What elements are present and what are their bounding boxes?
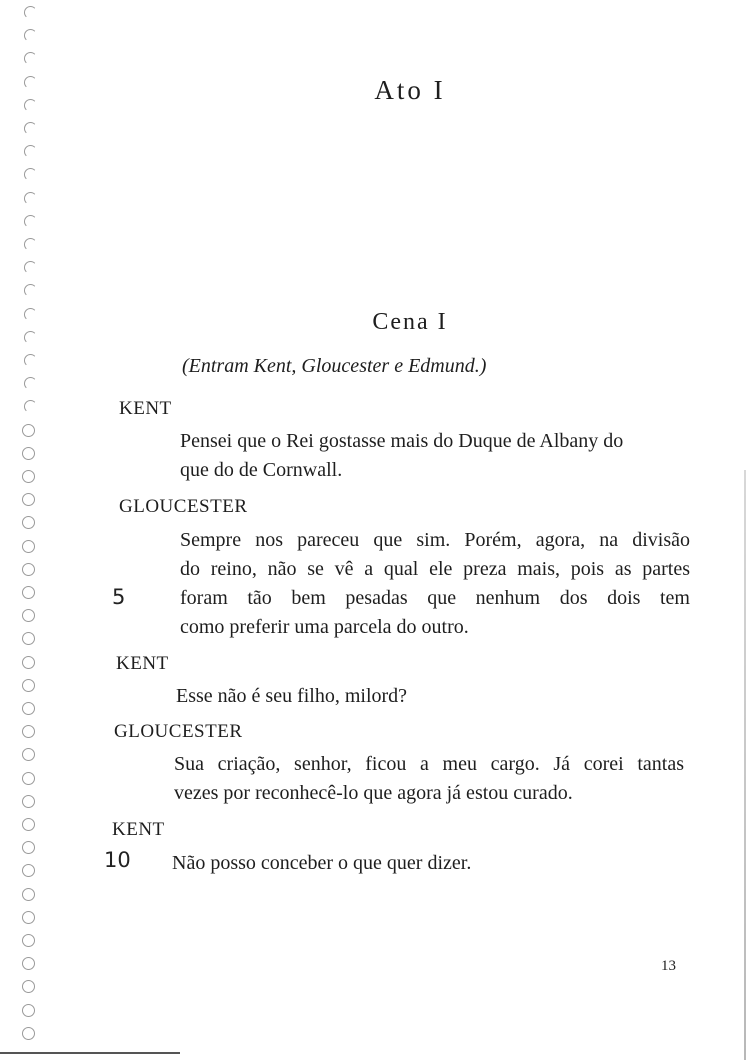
binding-hole <box>22 888 35 901</box>
binding-hole <box>22 818 35 831</box>
speaker-name: KENT <box>119 398 172 419</box>
binding-hole <box>24 168 37 181</box>
speech-line: Sempre nos pareceu que sim. Porém, agora, na divisão <box>180 529 690 551</box>
binding-hole <box>22 563 35 576</box>
speech-block <box>172 849 682 878</box>
binding-hole <box>22 470 35 483</box>
binding-hole <box>22 609 35 622</box>
binding-hole <box>22 702 35 715</box>
binding-hole <box>22 772 35 785</box>
speaker-name: GLOUCESTER <box>119 496 248 517</box>
binding-hole <box>22 795 35 808</box>
binding-hole <box>22 1027 35 1040</box>
speech-line: do reino, não se vê a qual ele preza mais, pois as partes <box>180 558 690 580</box>
page-edge-shadow <box>744 470 746 1060</box>
binding-hole <box>24 354 37 367</box>
binding-hole <box>22 493 35 506</box>
binding-hole <box>22 1004 35 1017</box>
speech-block <box>174 750 684 808</box>
speech-block <box>176 682 686 711</box>
speech-line: Pensei que o Rei gostasse mais do Duque de Albany do <box>180 430 624 452</box>
binding-hole <box>22 447 35 460</box>
speaker-name: KENT <box>112 819 165 840</box>
speech-line: foram tão bem pesadas que nenhum dos dois tem <box>180 587 690 609</box>
speech-line: como preferir uma parcela do outro. <box>180 616 469 638</box>
binding-hole <box>24 261 37 274</box>
act-title: Ato I <box>374 75 446 105</box>
speech-line: vezes por reconhecê-lo que agora já estou curado. <box>174 782 573 804</box>
binding-hole <box>24 215 37 228</box>
speech-block <box>180 427 690 485</box>
speech-line: Esse não é seu filho, milord? <box>176 685 408 707</box>
binding-hole <box>22 516 35 529</box>
binding-hole <box>22 864 35 877</box>
line-number: 5 <box>112 585 126 609</box>
speech-line: Sua criação, senhor, ficou a meu cargo. Já corei tantas <box>174 753 684 775</box>
speech-block <box>180 526 690 642</box>
binding-hole <box>22 424 35 437</box>
binding-hole <box>22 841 35 854</box>
binding-hole <box>24 284 37 297</box>
binding-hole <box>24 400 37 413</box>
binding-hole <box>22 957 35 970</box>
binding-hole <box>22 540 35 553</box>
speech-line: Não posso conceber o que quer dizer. <box>172 852 472 874</box>
binding-hole <box>22 748 35 761</box>
binding-hole <box>22 679 35 692</box>
spiral-binding <box>18 0 40 1060</box>
binding-hole <box>22 632 35 645</box>
binding-hole <box>24 377 37 390</box>
page-number: 13 <box>661 958 676 974</box>
binding-hole <box>22 911 35 924</box>
binding-hole <box>24 122 37 135</box>
stage-direction: (Entram Kent, Gloucester e Edmund.) <box>182 355 487 377</box>
binding-hole <box>24 6 37 19</box>
binding-hole <box>22 980 35 993</box>
binding-hole <box>22 586 35 599</box>
binding-hole <box>24 145 37 158</box>
binding-hole <box>22 934 35 947</box>
page-bottom-edge <box>0 1052 180 1054</box>
binding-hole <box>22 656 35 669</box>
scene-title: Cena I <box>372 309 448 335</box>
speaker-name: KENT <box>116 653 169 674</box>
binding-hole <box>22 725 35 738</box>
binding-hole <box>24 238 37 251</box>
binding-hole <box>24 29 37 42</box>
speech-line: que do de Cornwall. <box>180 459 343 481</box>
binding-hole <box>24 52 37 65</box>
binding-hole <box>24 192 37 205</box>
speaker-name: GLOUCESTER <box>114 721 243 742</box>
line-number: 10 <box>104 848 131 872</box>
